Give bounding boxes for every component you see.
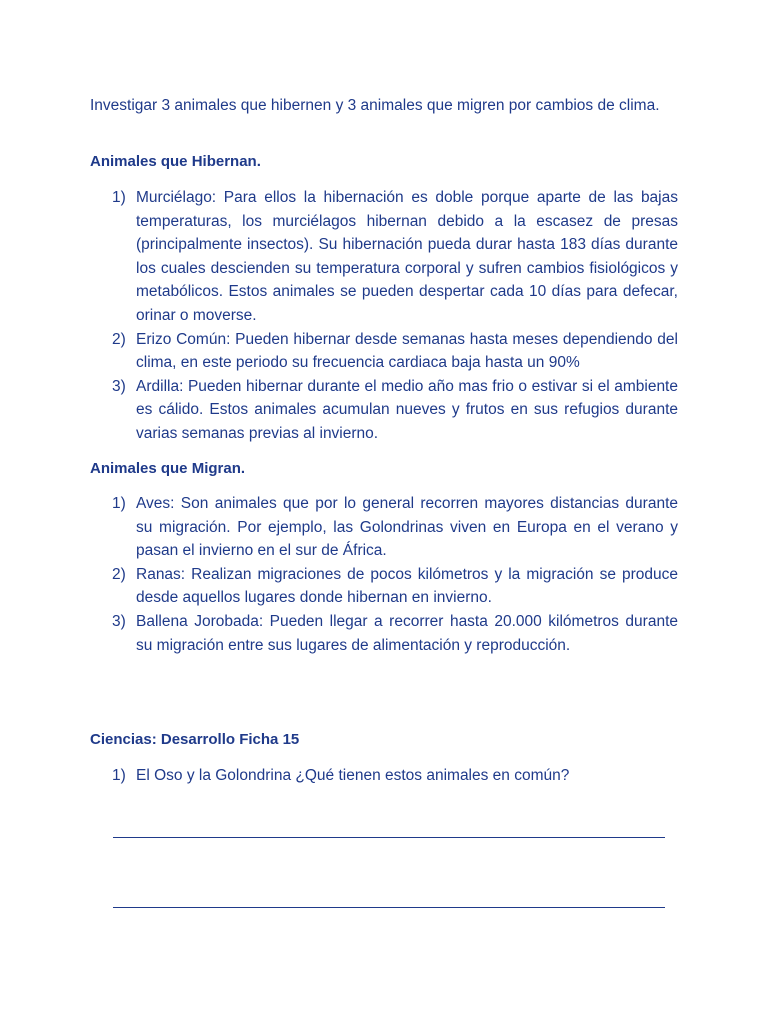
item-text: El Oso y la Golondrina ¿Qué tienen estos animales en común? (136, 767, 570, 784)
item-text: Ranas: Realizan migraciones de pocos kilómetros y la migración se produce desde aquellos lugares donde hibernan en invierno. (136, 565, 678, 607)
list-hibernan (90, 186, 678, 446)
item-number: 2) (112, 330, 126, 348)
list-ficha (90, 764, 678, 788)
item-number: 1) (112, 767, 126, 784)
list-item (90, 492, 678, 563)
list-item (90, 375, 678, 446)
list-migran (90, 492, 678, 657)
item-text: Ballena Jorobada: Pueden llegar a recorrer hasta 20.000 kilómetros durante su migración entre sus lugares de alimentación y reproducción. (136, 612, 678, 654)
heading-migran: Animales que Migran. (90, 460, 246, 477)
list-item (90, 328, 678, 375)
list-item (90, 563, 678, 610)
item-number: 2) (112, 565, 126, 583)
answer-line-2[interactable] (113, 907, 665, 908)
intro-paragraph: Investigar 3 animales que hibernen y 3 animales que migren por cambios de clima. (90, 97, 660, 114)
item-text: Erizo Común: Pueden hibernar desde semanas hasta meses dependiendo del clima, en este periodo su frecuencia cardiaca baja hasta un 90% (136, 330, 678, 372)
list-item (90, 186, 678, 328)
item-number: 3) (112, 377, 126, 395)
list-item (90, 610, 678, 657)
item-number: 3) (112, 612, 126, 630)
answer-line-1[interactable] (113, 837, 665, 838)
item-text: Aves: Son animales que por lo general recorren mayores distancias durante su migración. Por ejemplo, las Golondrinas viven en Europa en el verano y pasan el invierno en el sur de África. (136, 495, 678, 560)
item-text: Murciélago: Para ellos la hibernación es doble porque aparte de las bajas temperaturas, los murciélagos hibernan debido a la escasez de presas (principalmente insectos). Su hibernación pueda durar hasta 183 días durante los cuales descienden su temperatura corporal y sufren cambios fisiológicos y metabólicos. Estos animales se pueden despertar cada 10 días para defecar, orinar o moverse. (136, 189, 678, 324)
heading-ficha: Ciencias: Desarrollo Ficha 15 (90, 731, 300, 748)
list-item (90, 764, 678, 788)
heading-hibernan: Animales que Hibernan. (90, 153, 261, 170)
item-number: 1) (112, 189, 126, 206)
item-text: Ardilla: Pueden hibernar durante el medio año mas frio o estivar si el ambiente es cálido. Estos animales acumulan nueves y frutos en sus refugios durante varias semanas previas al invierno. (136, 377, 678, 442)
item-number: 1) (112, 495, 126, 512)
